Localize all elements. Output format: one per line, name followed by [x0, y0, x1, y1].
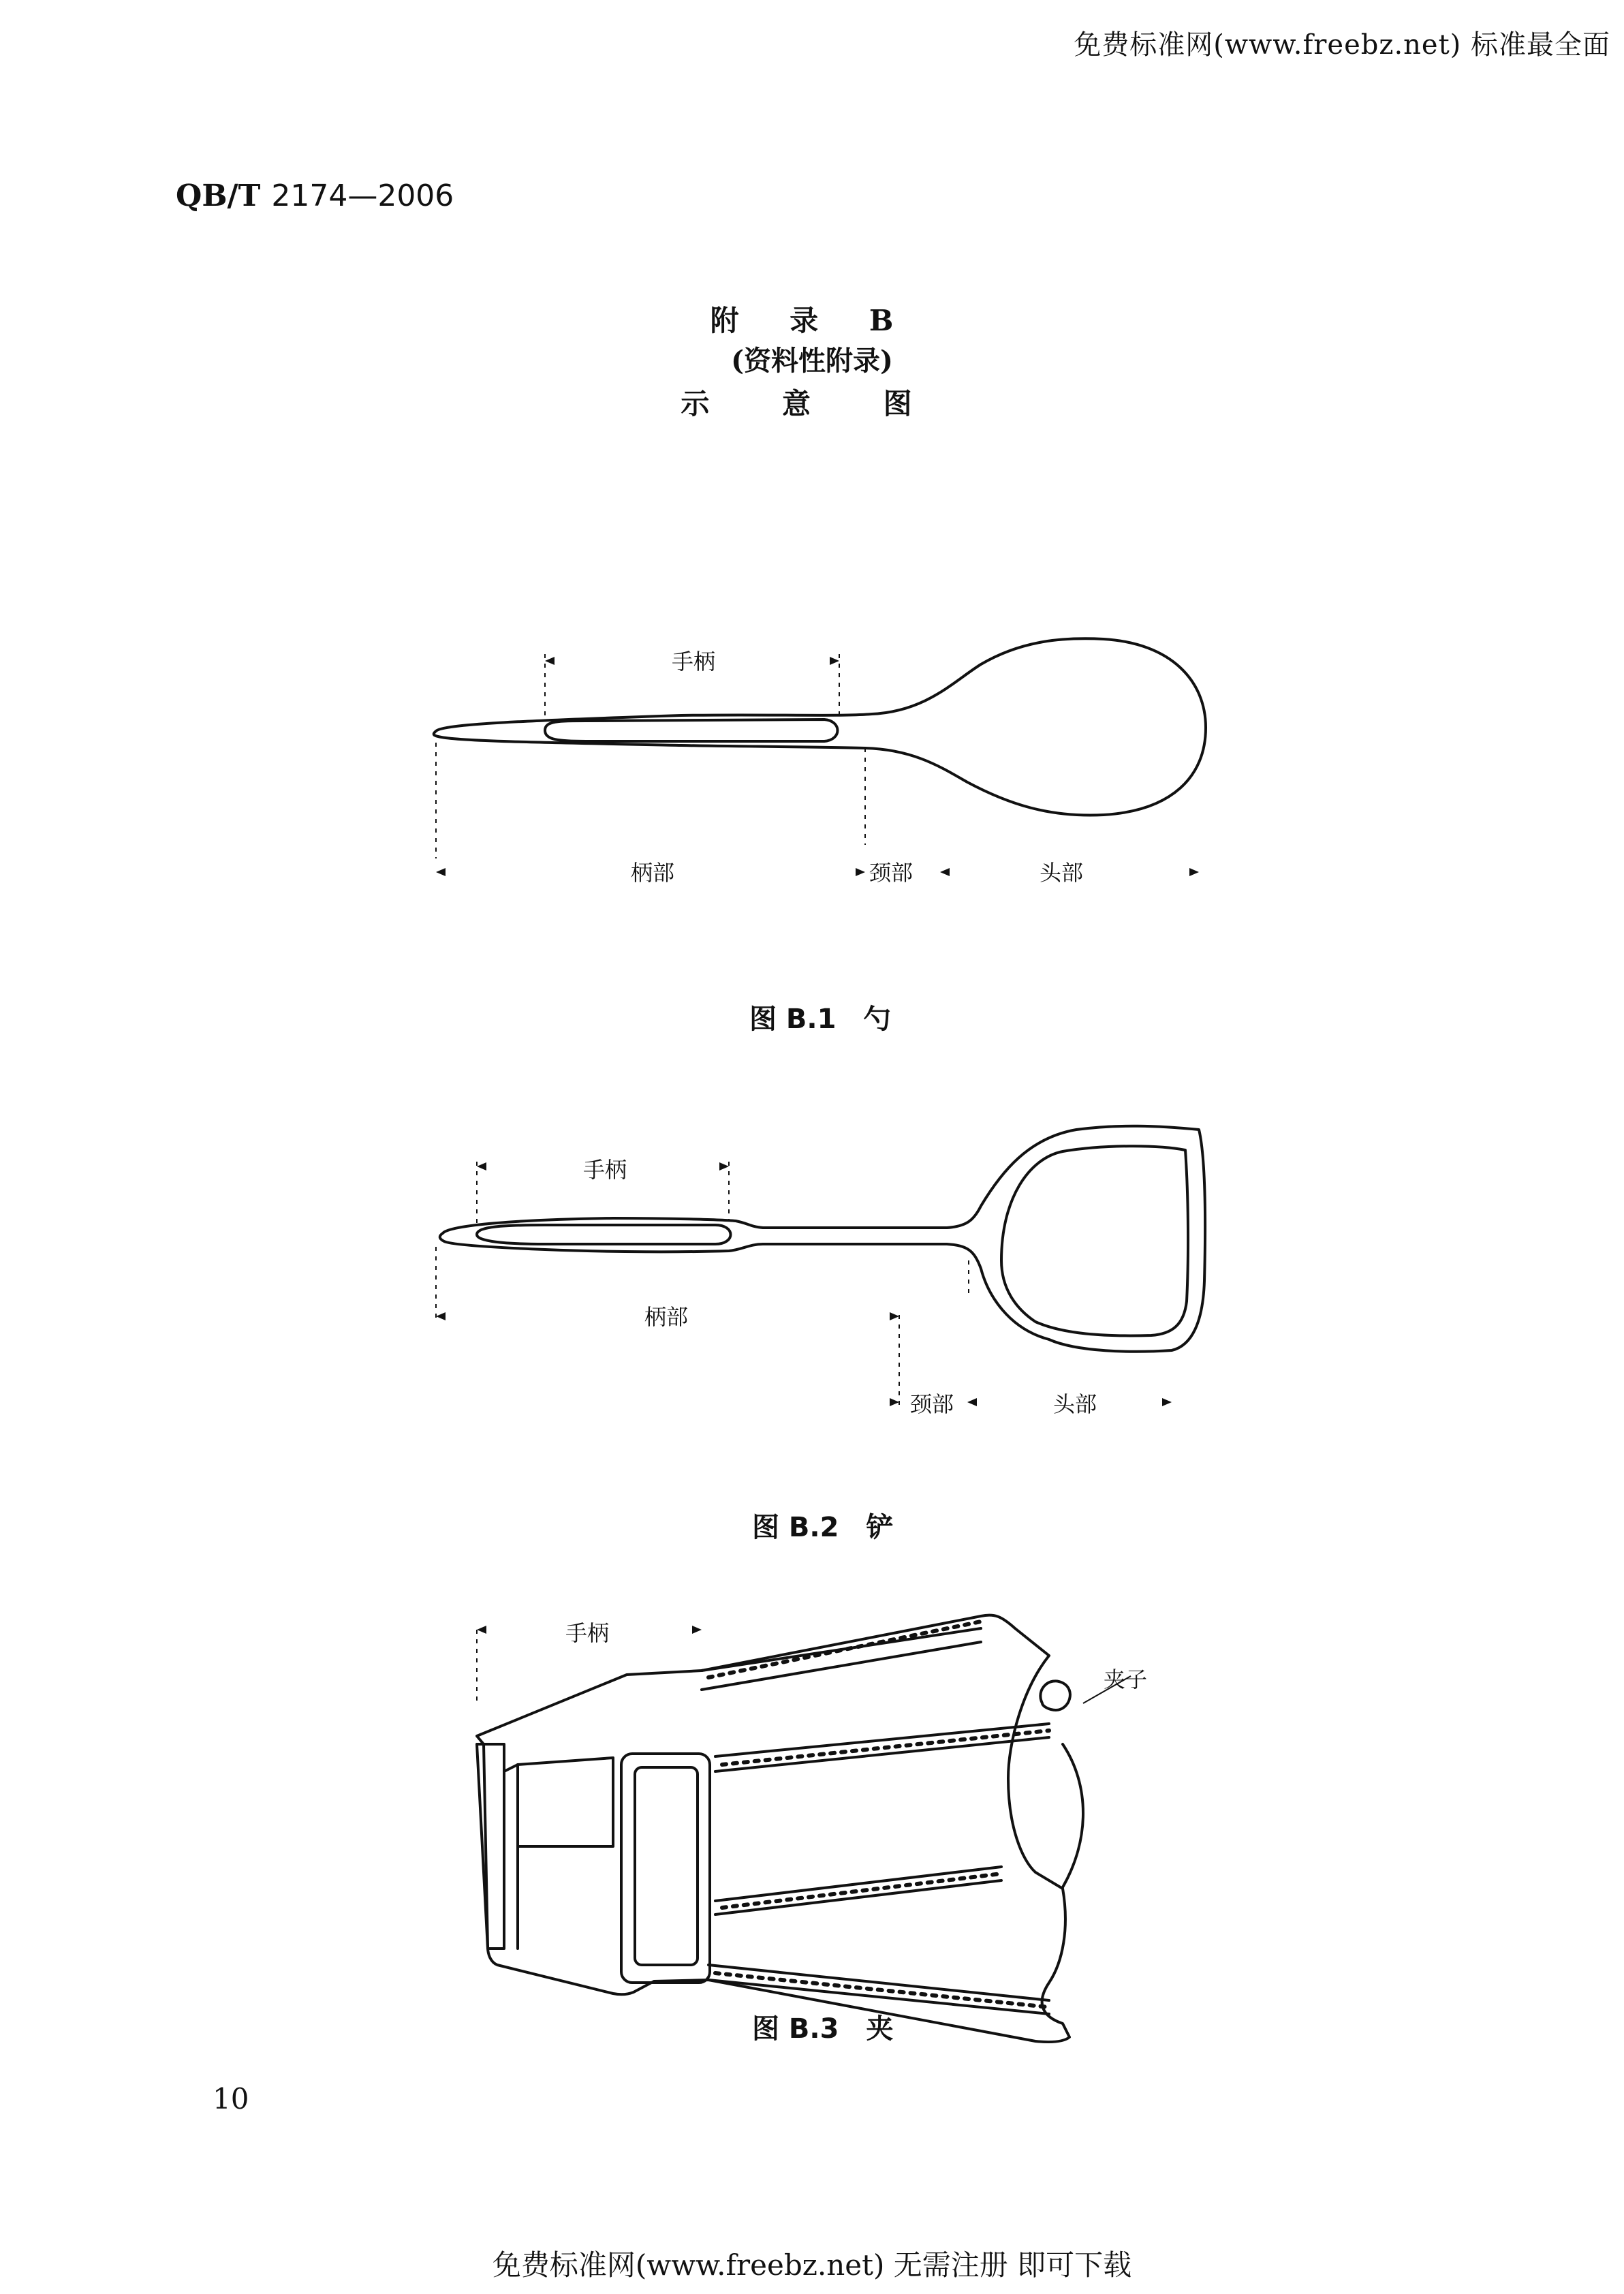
spoon-figure: [434, 638, 1206, 815]
tongs-mid-arm-1: [715, 1724, 1049, 1771]
fig2-caption: 图 B.2 铲: [752, 1512, 894, 1543]
tongs-ring-inner: [635, 1767, 698, 1965]
appendix-title: 附 录 B: [710, 304, 914, 337]
spatula-outline: [440, 1126, 1205, 1352]
fig3-clip-label: 夹子: [1104, 1667, 1148, 1692]
tongs-inner-plate: [518, 1758, 613, 1846]
tongs-clip-loop: [1040, 1681, 1070, 1710]
standard-number: 2174—2006: [271, 179, 454, 213]
spatula-head-inner: [1001, 1146, 1188, 1335]
footer-watermark: 免费标准网(www.freebz.net) 无需注册 即可下载: [492, 2248, 1132, 2282]
appendix-subtitle: (资料性附录): [731, 345, 893, 377]
fig2-handle-label: 手柄: [583, 1157, 627, 1183]
fig1-handle-label: 手柄: [672, 649, 716, 675]
fig3-caption: 图 B.3 夹: [752, 2013, 894, 2045]
header-watermark: 免费标准网(www.freebz.net) 标准最全面: [1074, 29, 1610, 61]
fig3-handle-label: 手柄: [565, 1620, 610, 1646]
standard-prefix: QB/T: [176, 179, 261, 213]
fig2-handle-part-label: 柄部: [644, 1304, 689, 1330]
spoon-outline: [434, 638, 1206, 815]
fig1-handle-part-label: 柄部: [631, 860, 675, 886]
page-number: 10: [213, 2082, 249, 2115]
appendix-name: 示 意 图: [681, 387, 943, 420]
fig1-caption: 图 B.1 勺: [749, 1004, 891, 1035]
fig1-neck-label: 颈部: [869, 860, 914, 886]
fig2-neck-label: 颈部: [910, 1391, 954, 1417]
tongs-upper-arm: [702, 1628, 981, 1690]
fig2-head-label: 头部: [1053, 1391, 1097, 1417]
tongs-clip-curve: [1063, 1744, 1083, 1887]
spoon-handle-slot: [545, 719, 838, 741]
spatula-handle-slot: [477, 1225, 731, 1244]
spatula-figure: [440, 1126, 1205, 1352]
fig1-head-label: 头部: [1040, 860, 1084, 886]
tongs-mid-arm-2: [715, 1867, 1001, 1915]
